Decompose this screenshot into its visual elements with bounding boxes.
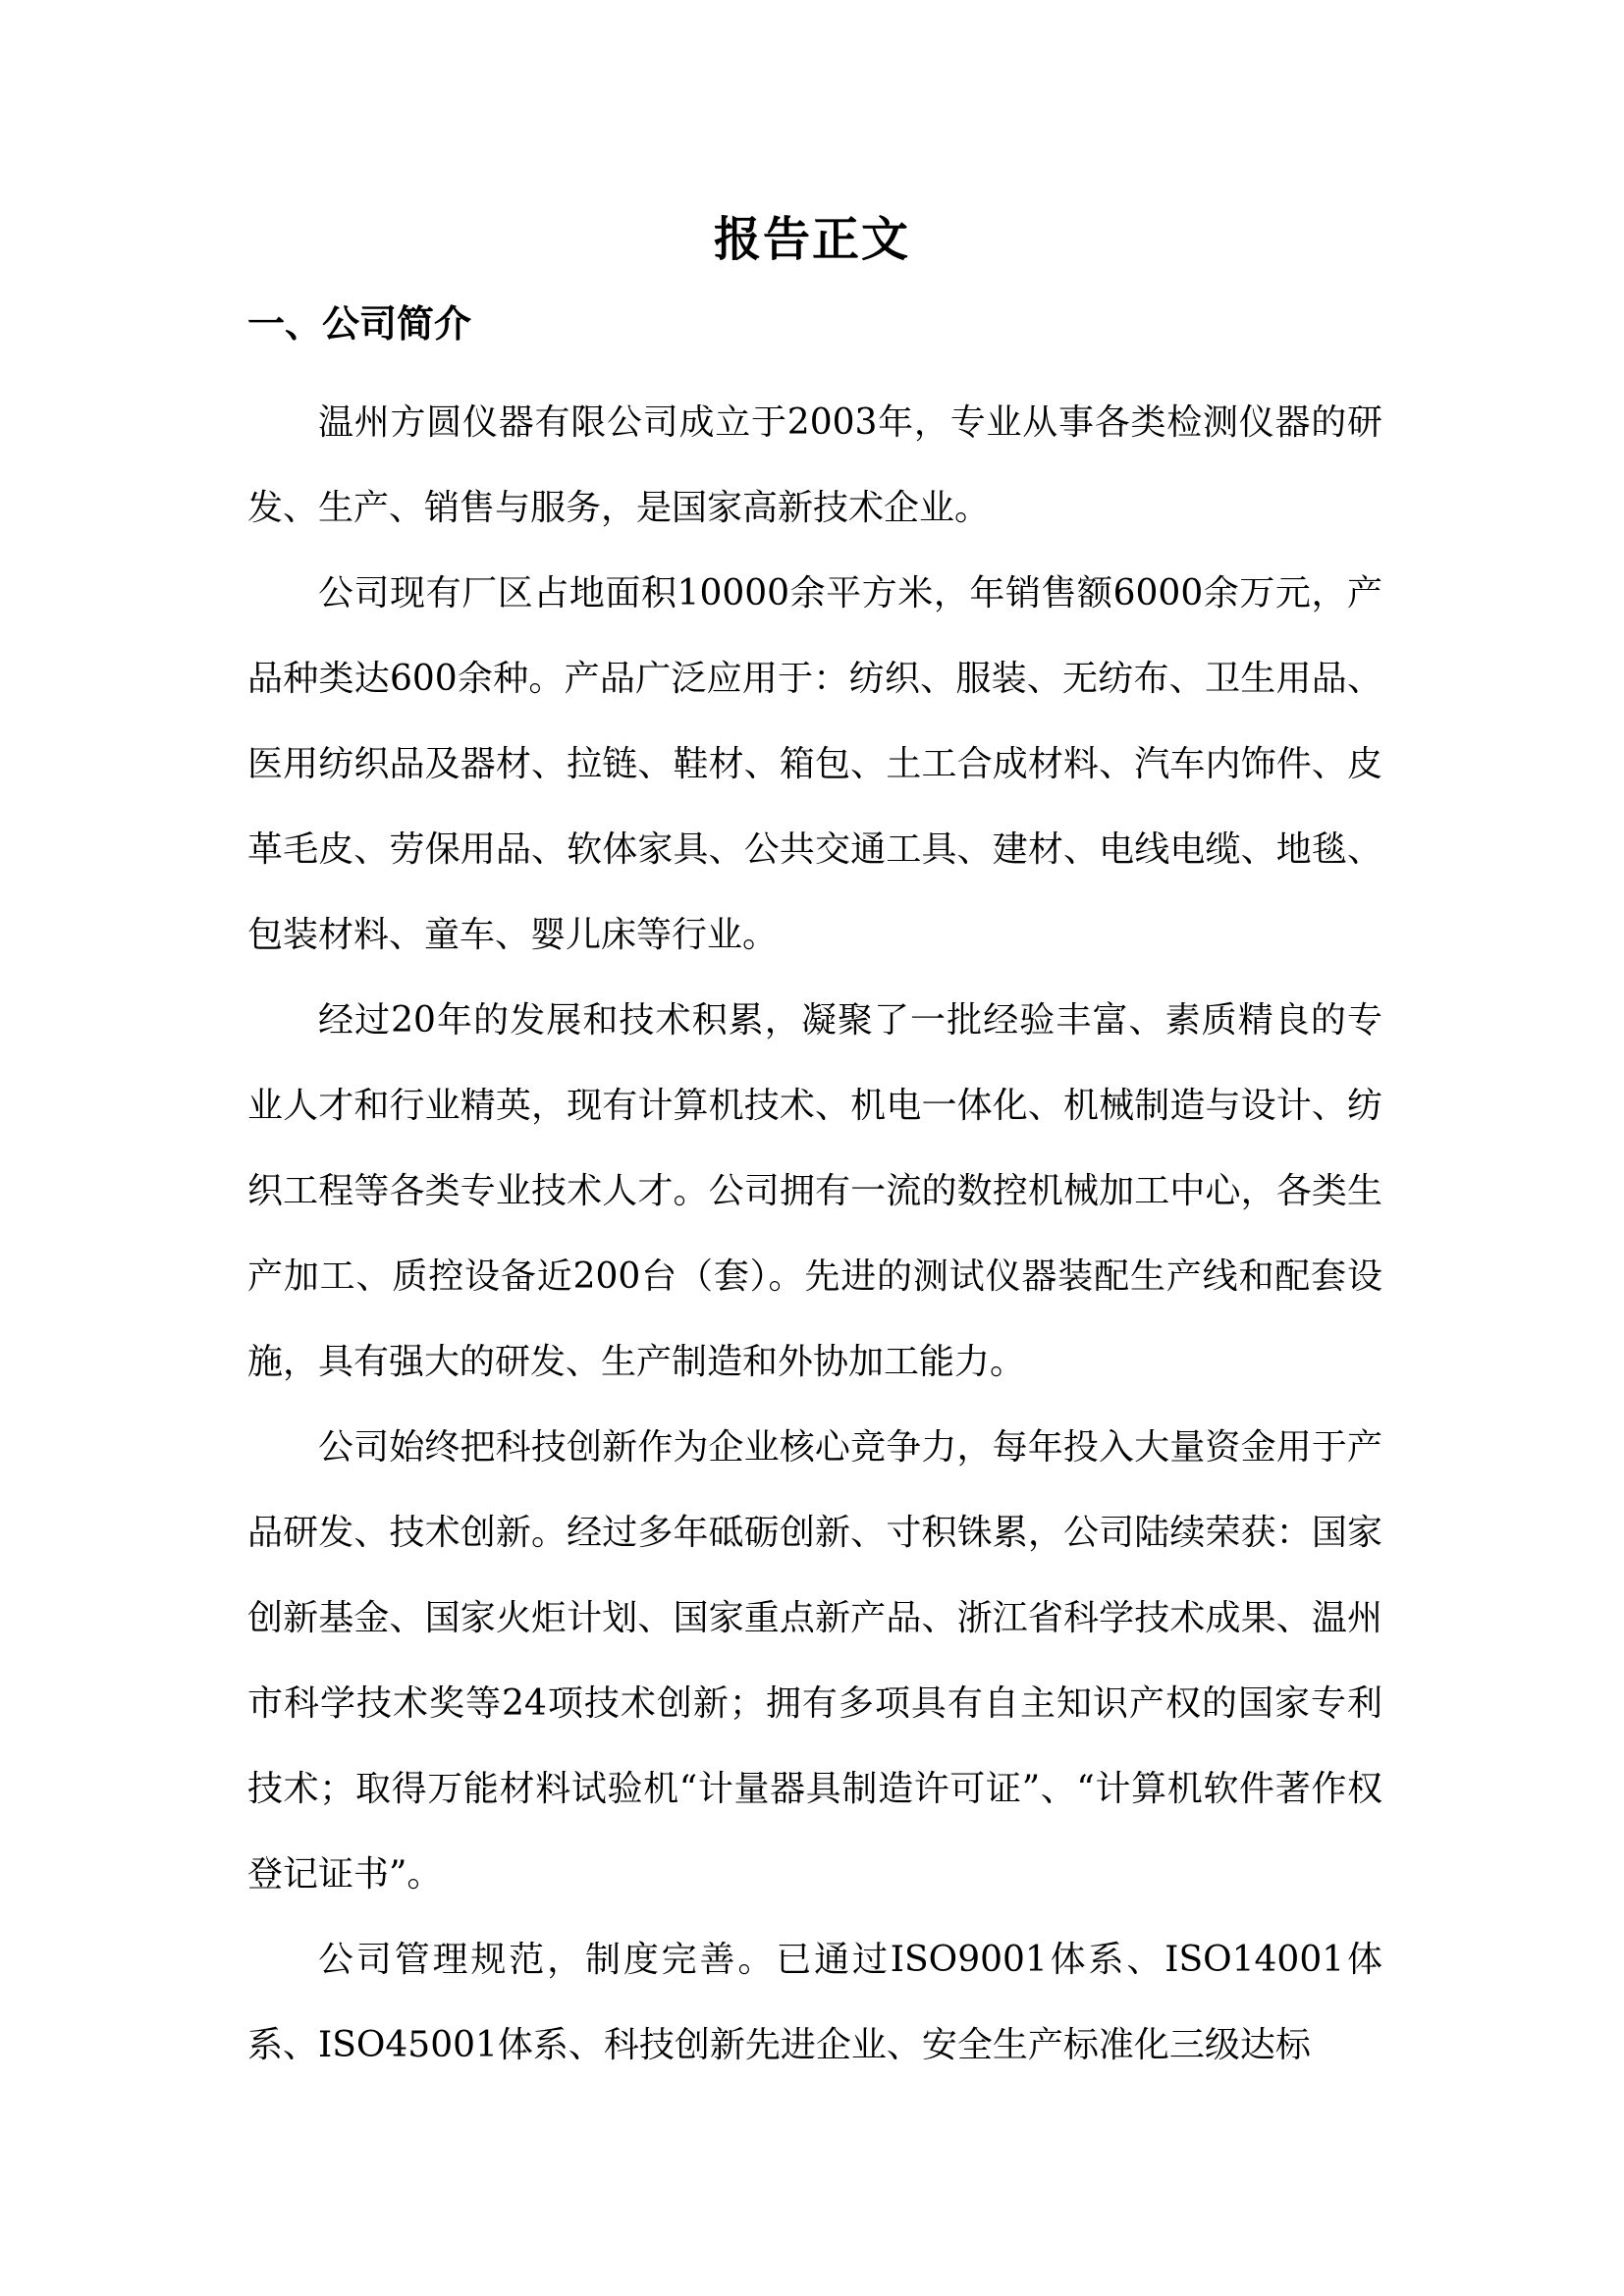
paragraph-scale-and-products: 公司现有厂区占地面积10000余平方米，年销售额6000余万元，产品种类达600余种。产品广泛应用于：纺织、服装、无纺布、卫生用品、医用纺织品及器材、拉链、鞋材、箱包、土工合成材料、汽车内饰件、皮革毛皮、劳保用品、软体家具、公共交通工具、建材、电线电缆、地毯、包装材料、童车、婴儿床等行业。 bbox=[247, 573, 1382, 955]
paragraph-management: 公司管理规范，制度完善。已通过ISO9001体系、ISO14001体系、ISO45001体系、科技创新先进企业、安全生产标准化三级达标 bbox=[247, 1940, 1382, 2065]
document-title: 报告正文 bbox=[713, 212, 910, 267]
document-body bbox=[247, 380, 1382, 2088]
paragraph-innovation: 公司始终把科技创新作为企业核心竞争力，每年投入大量资金用于产品研发、技术创新。经过多年砥砺创新、寸积铢累，公司陆续荣获：国家创新基金、国家火炬计划、国家重点新产品、浙江省科学技术成果、温州市科学技术奖等24项技术创新；拥有多项具有自主知识产权的国家专利技术；取得万能材料试验机“计量器具制造许可证”、“计算机软件著作权登记证书”。 bbox=[247, 1427, 1382, 1895]
paragraph-company-founding: 温州方圆仪器有限公司成立于2003年，专业从事各类检测仪器的研发、生产、销售与服务，是国家高新技术企业。 bbox=[247, 402, 1382, 528]
paragraph-talent-and-equipment: 经过20年的发展和技术积累，凝聚了一批经验丰富、素质精良的专业人才和行业精英，现有计算机技术、机电一体化、机械制造与设计、纺织工程等各类专业技术人才。公司拥有一流的数控机械加工中心，各类生产加工、质控设备近200台（套）。先进的测试仪器装配生产线和配套设施，具有强大的研发、生产制造和外协加工能力。 bbox=[247, 1000, 1382, 1382]
section-heading: 一、公司简介 bbox=[247, 302, 472, 346]
